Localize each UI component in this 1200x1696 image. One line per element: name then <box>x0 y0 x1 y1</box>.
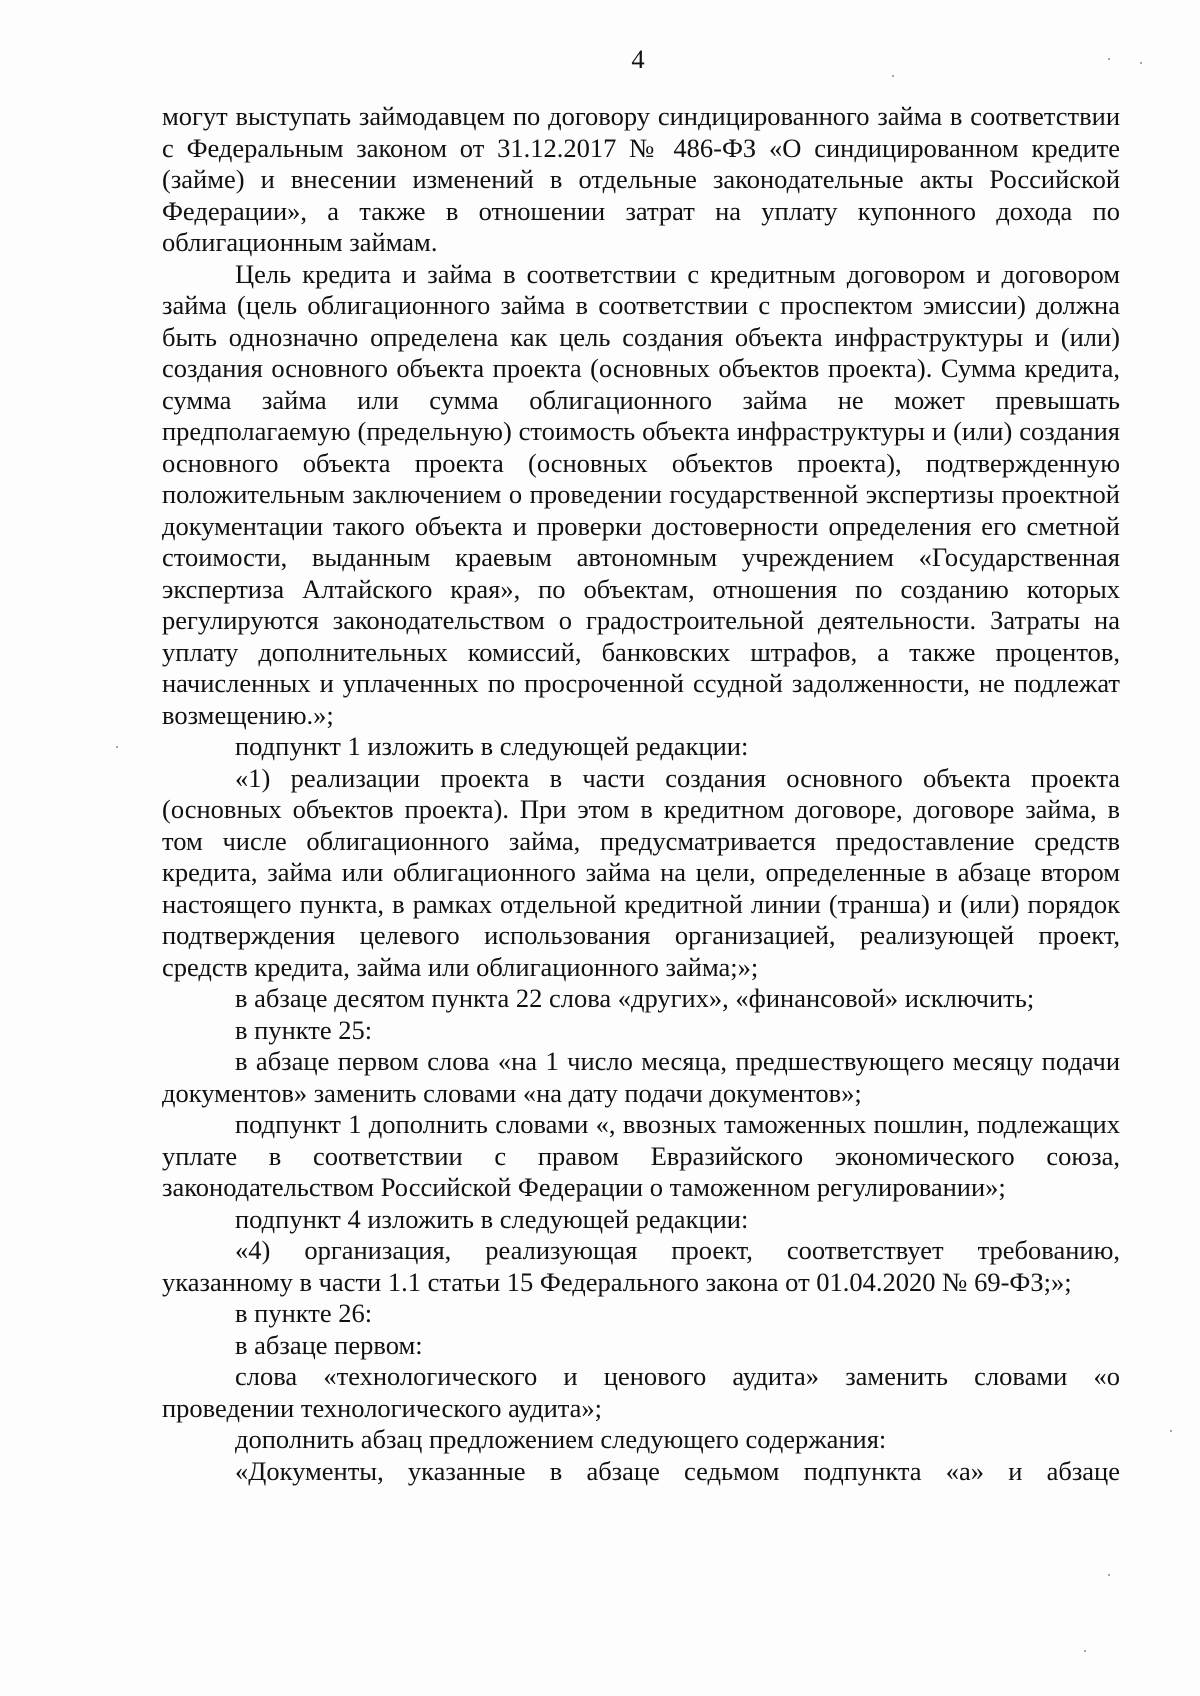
scan-speck <box>1108 1574 1110 1576</box>
paragraph: подпункт 1 изложить в следующей редакции: <box>235 731 749 761</box>
paragraph: в абзаце первом: <box>235 1329 423 1360</box>
scan-speck <box>1140 62 1142 64</box>
paragraph: «4) организация, реализующая проект, соответствует требованию, указанному в части 1.1 статьи 15 Федерального закона от 01.04.2020 № 69-ФЗ;»; <box>162 1235 1120 1297</box>
paragraph: в пункте 25: <box>235 1014 373 1045</box>
paragraph: в пункте 26: <box>235 1298 373 1328</box>
paragraph: Цель кредита и займа в соответствии с кредитным договором и договором займа (цель облигационного займа в соответствии с проспектом эмиссии) должна быть однозначно определена как цель создания объекта инфраструктуры и (или) создания основного объекта проекта (основных объектов проекта). Сумма кредита, сумма займа или сумма облигационного займа не может превышать предполагаемую (предельную) стоимость объекта инфраструктуры и (или) создания основного объекта проекта (основных объектов проекта), подтвержденную положительным заключением о проведении государственной экспертизы проектной документации такого объекта и проверки достоверности определения его сметной стоимости, выданным краевым автономным учреждением «Государственная экспертиза Алтайского края», по объектам, отношения по созданию которых регулируются законодательством о градостроительной деятельности. Затраты на уплату дополнительных комиссий, банковских штрафов, а также процентов, начисленных и уплаченных по просроченной ссудной задолженности, не подлежат возмещению.»; <box>162 258 1120 730</box>
paragraph: в абзаце первом слова «на 1 число месяца, предшествующего месяцу подачи документов» заменить словами «на дату подачи документов»; <box>162 1046 1120 1108</box>
document-body <box>162 101 1120 1487</box>
paragraph: подпункт 4 изложить в следующей редакции: <box>235 1203 749 1234</box>
scan-speck <box>1108 58 1110 60</box>
paragraph: слова «технологического и ценового аудита» заменить словами «о проведении технологического аудита»; <box>162 1361 1120 1423</box>
paragraph: «1) реализации проекта в части создания основного объекта проекта (основных объектов проекта). При этом в кредитном договоре, договоре займа, в том числе облигационного займа, предусматривается предоставление средств кредита, займа или облигационного займа на цели, определенные в абзаце втором настоящего пункта, в рамках отдельной кредитной линии (транша) и (или) порядок подтверждения целевого использования организацией, реализующей проект, средств кредита, займа или облигационного займа;»; <box>162 762 1120 982</box>
scan-speck <box>1084 1650 1086 1652</box>
scan-speck <box>116 746 118 748</box>
paragraph: в абзаце десятом пункта 22 слова «других», «финансовой» исключить; <box>235 983 1035 1013</box>
page-number: 4 <box>631 44 645 74</box>
scan-speck <box>1170 1430 1172 1432</box>
paragraph: дополнить абзац предложением следующего содержания: <box>235 1424 887 1454</box>
scan-speck <box>892 75 894 77</box>
paragraph: подпункт 1 дополнить словами «, ввозных таможенных пошлин, подлежащих уплате в соответствии с правом Евразийского экономического союза, законодательством Российской Федерации о таможенном регулировании»; <box>162 1109 1120 1202</box>
paragraph: могут выступать займодавцем по договору синдицированного займа в соответствии с Федеральным законом от 31.12.2017 № 486-ФЗ «О синдицированном кредите (займе) и внесении изменений в отдельные законодательные акты Российской Федерации», а также в отношении затрат на уплату купонного дохода по облигационным займам. <box>162 101 1120 257</box>
paragraph: «Документы, указанные в абзаце седьмом подпункта «а» и абзаце <box>235 1455 1120 1486</box>
